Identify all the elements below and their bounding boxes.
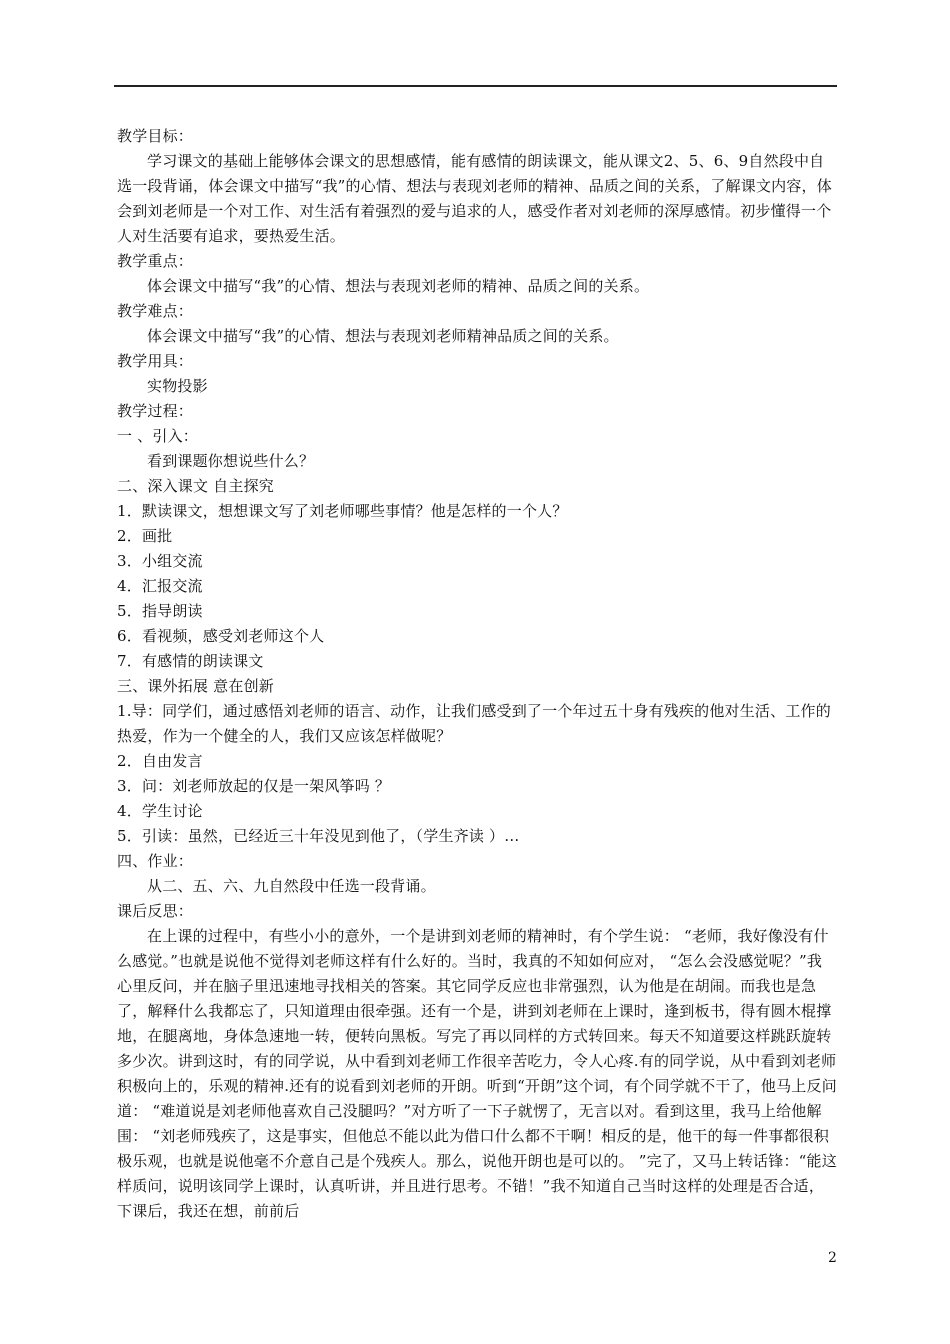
key-heading: 教学重点：: [117, 252, 194, 270]
goal-text: 学习课文的基础上能够体会课文的思想感情，能有感情的朗读课文，能从课文2、5、6、9自然段中自选一段背诵，体会课文中描写“我”的心情、想法与表现刘老师的精神、品质之间的关系，了解课文内容，体会到刘老师是一个对工作、对生活有着强烈的爱与追求的人，感受作者对刘老师的深厚感情。初步懂得一个人对生活要有追求，要热爱生活。: [117, 152, 832, 245]
page-number: 2: [828, 1250, 837, 1266]
part2-item: 1．默读课文，想想课文写了刘老师哪些事情？他是怎样的一个人？: [117, 502, 568, 520]
tools-heading: 教学用具：: [117, 352, 194, 370]
part3-item: 4．学生讨论: [117, 802, 203, 820]
part3-item: 3．问：刘老师放起的仅是一架风筝吗 ？: [117, 777, 391, 795]
part3-item: 1.导：同学们，通过感悟刘老师的语言、动作，让我们感受到了一个年过五十身有残疾的他对生活、工作的热爱，作为一个健全的人，我们又应该怎样做呢？: [117, 702, 831, 745]
part3-heading: 三、课外拓展 意在创新: [117, 677, 274, 695]
part2-item: 6．看视频，感受刘老师这个人: [117, 627, 325, 645]
reflection-heading: 课后反思：: [117, 902, 194, 920]
part4-text: 从二、五、六、九自然段中任选一段背诵。: [147, 877, 436, 895]
part2-item: 7．有感情的朗读课文: [117, 652, 264, 670]
reflection-text: 在上课的过程中，有些小小的意外，一个是讲到刘老师的精神时，有个学生说： “老师，我好像没有什么感觉。”也就是说他不觉得刘老师这样有什么好的。当时，我真的不知如何应对， “怎么会没感觉呢？”我心里反问，并在脑子里迅速地寻找相关的答案。其它同学反应也非常强烈，认为他是在胡闹。而我也是急了，解释什么我都忘了，只知道理由很牵强。还有一个是，讲到刘老师在上课时，逢到板书，得有圆木棍撑地，在腿离地，身体急速地一转，便转向黑板。写完了再以同样的方式转回来。每天不知道要这样跳跃旋转多少次。讲到这时，有的同学说，从中看到刘老师工作很辛苦吃力，令人心疼.有的同学说，从中看到刘老师积极向上的，乐观的精神.还有的说看到刘老师的开朗。听到“开朗”这个词，有个同学就不干了，他马上反问道： “难道说是刘老师他喜欢自己没腿吗？”对方听了一下子就愣了，无言以对。看到这里，我马上给他解围： “刘老师残疾了，这是事实，但他总不能以此为借口什么都不干啊！相反的是，他干的每一件事都很积极乐观，也就是说他毫不介意自己是个残疾人。那么，说他开朗也是可以的。 ”完了，又马上转话锋：“能这样质问，说明该同学上课时，认真听讲，并且进行思考。不错！”我不知道自己当时这样的处理是否合适，下课后，我还在想，前前后: [117, 927, 837, 1220]
part1-heading: 一 、引入：: [117, 427, 198, 445]
part3-item: 2．自由发言: [117, 752, 203, 770]
difficulty-heading: 教学难点：: [117, 302, 194, 320]
part2-item: 4．汇报交流: [117, 577, 203, 595]
header-rule: [114, 85, 837, 87]
part2-item: 5．指导朗读: [117, 602, 203, 620]
lesson-plan-body: [117, 124, 837, 1224]
part3-item: 5．引读：虽然，已经近三十年没见到他了，（学生齐读 ）…: [117, 827, 520, 845]
tools-text: 实物投影: [147, 377, 208, 395]
part4-heading: 四、作业：: [117, 852, 194, 870]
difficulty-text: 体会课文中描写“我”的心情、想法与表现刘老师精神品质之间的关系。: [147, 327, 619, 345]
part1-text: 看到课题你想说些什么？: [147, 452, 315, 470]
key-text: 体会课文中描写“我”的心情、想法与表现刘老师的精神、品质之间的关系。: [147, 277, 650, 295]
goal-heading: 教学目标：: [117, 127, 194, 145]
process-heading: 教学过程：: [117, 402, 194, 420]
part2-item: 2．画批: [117, 527, 173, 545]
part2-heading: 二、深入课文 自主探究: [117, 477, 274, 495]
part2-item: 3．小组交流: [117, 552, 203, 570]
